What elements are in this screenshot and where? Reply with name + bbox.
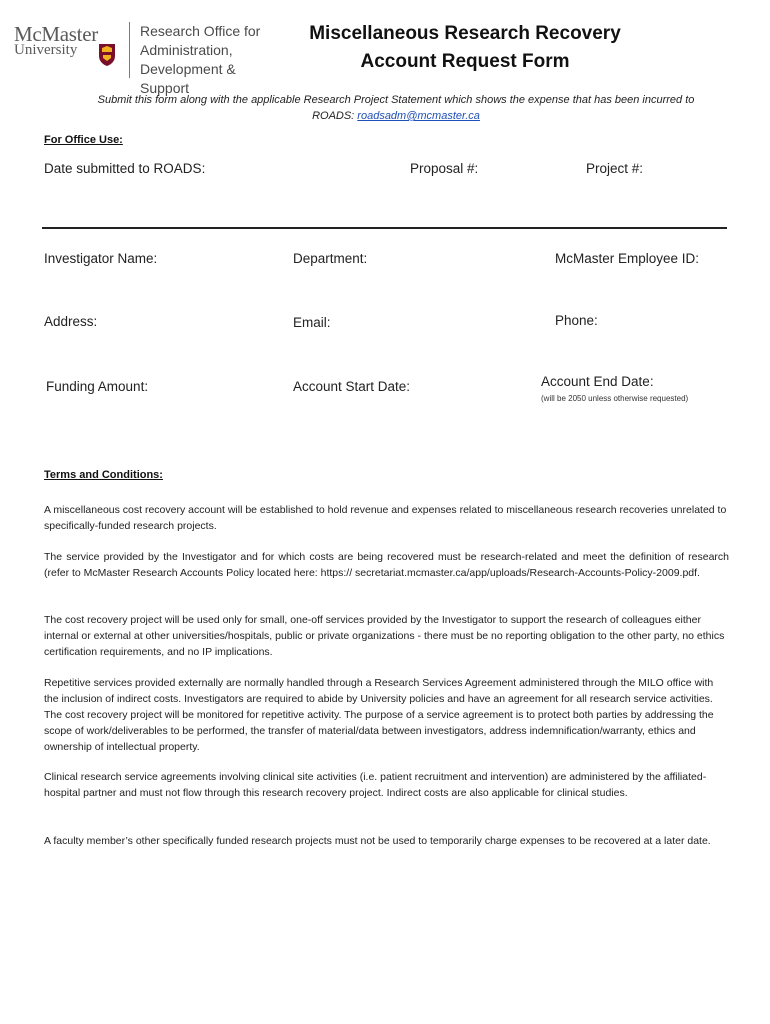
address-label: Address:	[44, 314, 98, 329]
university-crest-icon	[98, 43, 116, 67]
terms-paragraph-2: The service provided by the Investigator and for which costs are being recovered must be research-related and meet the definition of research (refer to McMaster Research Accounts Policy located here: https:// secretariat.mcmaster.ca/app/uploads/Research-Accounts-Policy-2009.pdf.	[44, 551, 729, 579]
terms-paragraph-4: Repetitive services provided externally are normally handled through a Research Services Agreement administered through the MILO office with the inclusion of indirect costs. Investigators are required to abide by University policies and have an agreement for all research service activities. The cost recovery project will be monitored for repetitive activity. The purpose of a service agreement is to protect both parties by addressing the scope of work/deliverables to be performed, the transfer of material/data between investigators, address indemnification/warranty, ethics and ownership of intellectual property.	[44, 677, 714, 753]
logo-divider	[129, 22, 130, 78]
project-number-label: Project #:	[586, 161, 644, 176]
logo-university-word: University	[14, 42, 78, 58]
phone-label: Phone:	[555, 313, 598, 328]
terms-paragraph-3: The cost recovery project will be used only for small, one-off services provided by the Investigator to support the research of colleagues either internal or external at other universities/hospitals, public or private organizations - there must be no reporting obligation to the other party, no ethics certification requirements, and no IP implications.	[44, 614, 725, 658]
logo-mcmaster-word: McMaster	[14, 22, 98, 46]
employee-id-label: McMaster Employee ID:	[555, 251, 700, 266]
investigator-name-label: Investigator Name:	[44, 251, 158, 266]
email-label: Email:	[293, 315, 331, 330]
terms-paragraph-1: A miscellaneous cost recovery account will be established to hold revenue and expenses related to miscellaneous research recoveries unrelated to specifically-funded research projects.	[44, 504, 727, 532]
section-divider	[42, 227, 727, 229]
office-use-heading: For Office Use:	[44, 134, 123, 146]
roads-email-link[interactable]: roadsadm@mcmaster.ca	[357, 110, 480, 122]
submission-instructions	[80, 92, 712, 124]
terms-paragraph-6: A faculty member’s other specifically funded research projects must not be used to temporarily charge expenses to be recovered at a later date.	[44, 835, 711, 847]
proposal-number-label: Proposal #:	[410, 161, 479, 176]
mcmaster-logo	[14, 22, 274, 96]
terms-heading: Terms and Conditions:	[44, 469, 163, 481]
account-start-date-label: Account Start Date:	[293, 379, 411, 394]
form-title	[290, 20, 640, 76]
office-name: Research Office for Administration, Development & Support	[140, 23, 261, 96]
terms-paragraph-5: Clinical research service agreements involving clinical site activities (i.e. patient recruitment and intervention) are administered by the affiliated-hospital partner and must not flow through this research recovery project. Indirect costs are also applicable for clinical studies.	[44, 771, 707, 799]
instructions-text: Submit this form along with the applicable Research Project Statement which shows the expense that has been incurred to ROADS:	[97, 94, 695, 122]
date-submitted-label: Date submitted to ROADS:	[44, 161, 206, 176]
account-end-date-label: Account End Date:	[541, 374, 654, 389]
department-label: Department:	[293, 251, 368, 266]
form-title-line2: Account Request Form	[360, 51, 570, 72]
form-title-line1: Miscellaneous Research Recovery	[309, 23, 621, 44]
funding-amount-label: Funding Amount:	[46, 379, 149, 394]
account-end-date-note: (will be 2050 unless otherwise requested)	[541, 394, 689, 403]
